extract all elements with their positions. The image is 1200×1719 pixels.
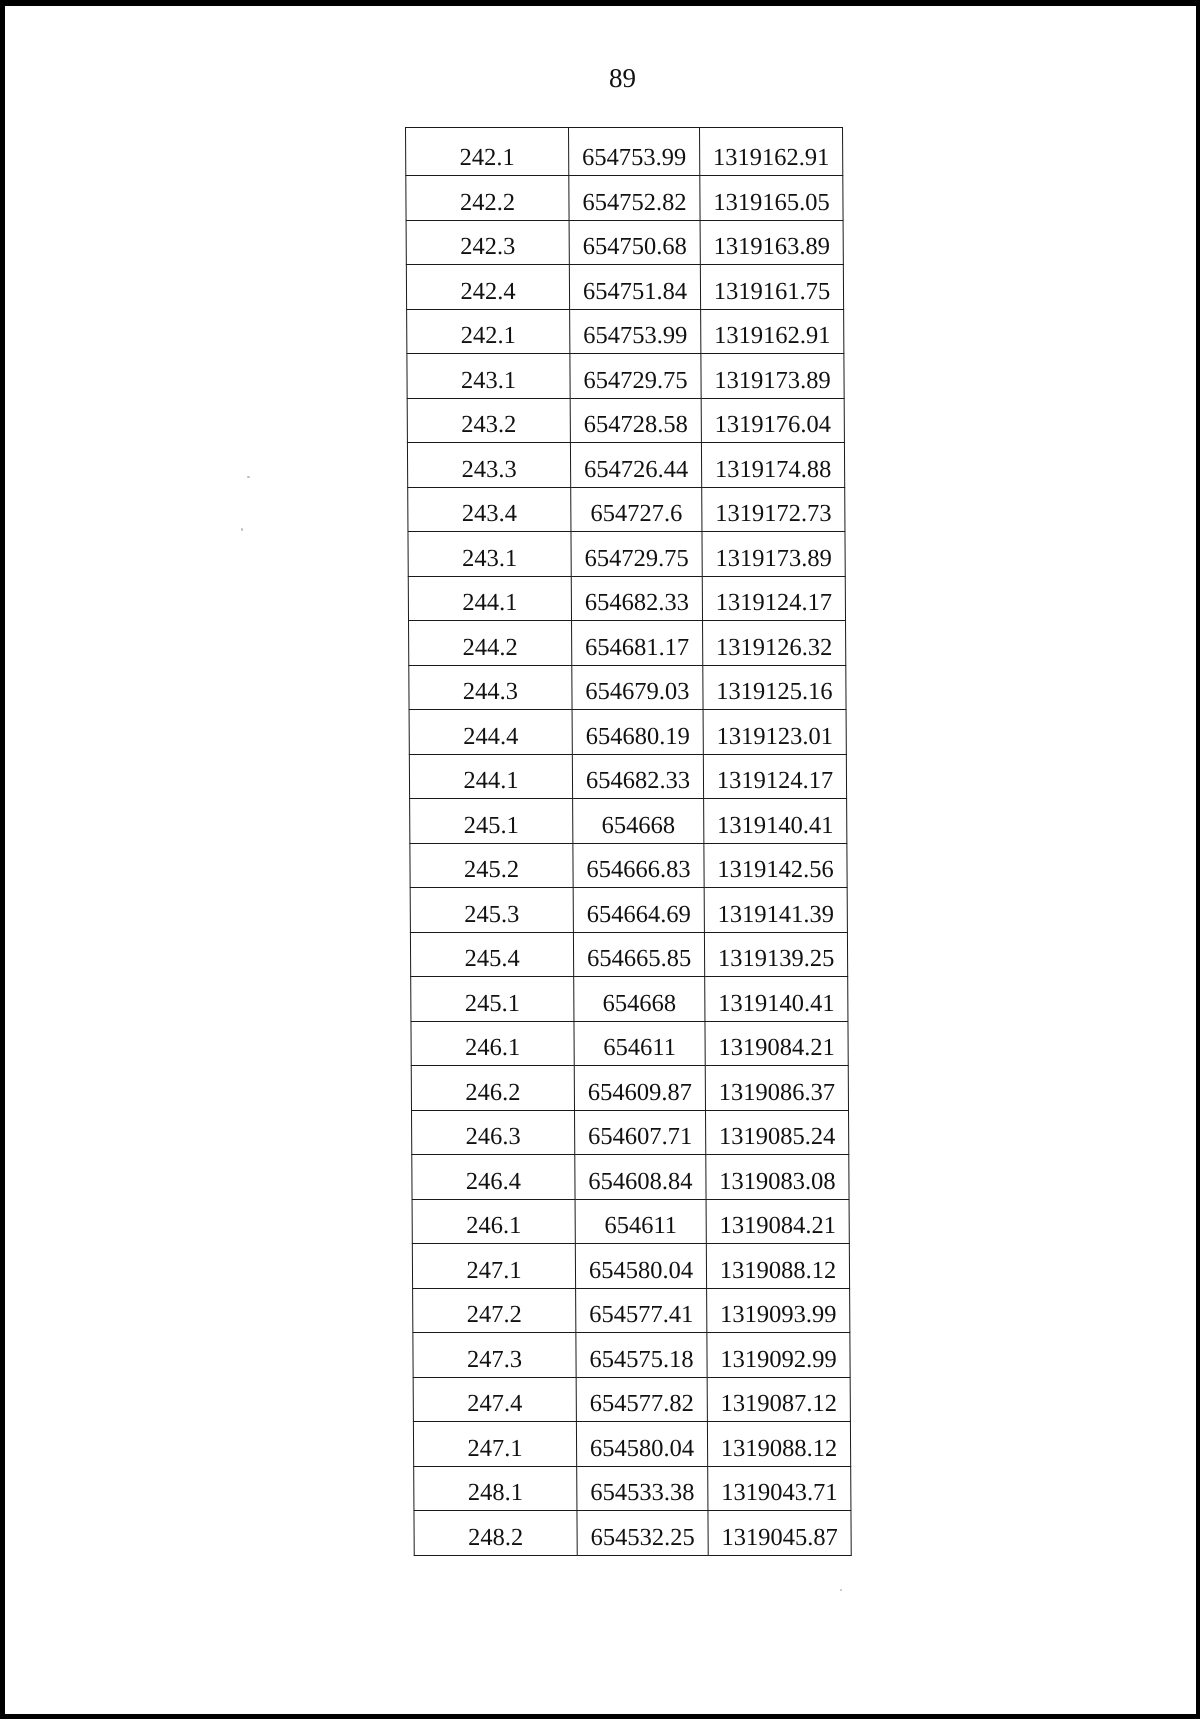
x-coordinate-cell: 654577.41 [576,1288,707,1333]
x-coordinate-cell: 654609.87 [574,1066,705,1111]
x-coordinate-cell: 654665.85 [573,932,704,977]
point-id-cell: 245.2 [410,843,573,888]
point-id-cell: 244.4 [409,710,572,755]
y-coordinate-cell: 1319174.88 [701,443,844,488]
table-row [407,398,844,443]
x-coordinate-cell: 654575.18 [576,1333,707,1378]
table-row [413,1422,850,1467]
point-id-cell: 245.3 [410,888,573,933]
x-coordinate-cell: 654682.33 [572,754,703,799]
point-id-cell: 245.4 [410,932,573,977]
y-coordinate-cell: 1319092.99 [707,1333,850,1378]
point-id-cell: 244.2 [409,621,572,666]
point-id-cell: 247.2 [413,1288,576,1333]
table-row [409,621,846,666]
y-coordinate-cell: 1319123.01 [703,710,846,755]
table-row [407,309,844,354]
point-id-cell: 247.1 [413,1422,576,1467]
y-coordinate-cell: 1319173.89 [701,354,844,399]
y-coordinate-cell: 1319125.16 [703,665,846,710]
table-row [413,1377,850,1422]
table-row [412,1155,849,1200]
page-number: 89 [609,63,636,93]
y-coordinate-cell: 1319088.12 [706,1244,849,1289]
table-row [413,1288,850,1333]
x-coordinate-cell: 654668 [573,799,704,844]
y-coordinate-cell: 1319173.89 [702,532,845,577]
table-row [406,176,843,221]
point-id-cell: 247.1 [412,1244,575,1289]
table-row [410,843,847,888]
x-coordinate-cell: 654611 [574,1021,705,1066]
point-id-cell: 246.2 [411,1066,574,1111]
x-coordinate-cell: 654532.25 [577,1511,708,1556]
y-coordinate-cell: 1319140.41 [705,977,848,1022]
y-coordinate-cell: 1319140.41 [704,799,847,844]
point-id-cell: 246.1 [412,1199,575,1244]
y-coordinate-cell: 1319163.89 [700,220,843,265]
table-row [408,576,845,621]
table-row [412,1244,849,1289]
y-coordinate-cell: 1319142.56 [704,843,847,888]
point-id-cell: 242.3 [406,220,569,265]
table-row [411,977,848,1022]
table-row [412,1199,849,1244]
x-coordinate-cell: 654666.83 [573,843,704,888]
point-id-cell: 244.1 [409,754,572,799]
y-coordinate-cell: 1319172.73 [702,487,845,532]
y-coordinate-cell: 1319085.24 [706,1110,849,1155]
table-row [410,799,847,844]
y-coordinate-cell: 1319161.75 [700,265,843,310]
y-coordinate-cell: 1319083.08 [706,1155,849,1200]
x-coordinate-cell: 654680.19 [572,710,703,755]
point-id-cell: 242.1 [406,128,569,176]
x-coordinate-cell: 654679.03 [572,665,703,710]
point-id-cell: 242.1 [407,309,570,354]
table-row [408,487,845,532]
x-coordinate-cell: 654753.99 [570,309,701,354]
table-row [414,1466,851,1511]
scan-speck [241,528,243,531]
y-coordinate-cell: 1319126.32 [703,621,846,666]
x-coordinate-cell: 654751.84 [569,265,700,310]
y-coordinate-cell: 1319087.12 [707,1377,850,1422]
table-row [410,888,847,933]
point-id-cell: 248.2 [414,1511,577,1556]
scan-speck [840,1589,842,1591]
point-id-cell: 245.1 [410,799,573,844]
x-coordinate-cell: 654728.58 [570,398,701,443]
point-id-cell: 242.4 [406,265,569,310]
point-id-cell: 246.3 [412,1110,575,1155]
table-row [409,754,846,799]
y-coordinate-cell: 1319084.21 [706,1199,849,1244]
x-coordinate-cell: 654577.82 [576,1377,707,1422]
table-row [409,665,846,710]
table-row [414,1511,851,1556]
y-coordinate-cell: 1319093.99 [707,1288,850,1333]
y-coordinate-cell: 1319124.17 [703,754,846,799]
point-id-cell: 248.1 [414,1466,577,1511]
x-coordinate-cell: 654726.44 [570,443,701,488]
coordinate-table [405,127,852,1556]
x-coordinate-cell: 654682.33 [571,576,702,621]
table-row [407,354,844,399]
x-coordinate-cell: 654752.82 [569,176,700,221]
point-id-cell: 246.4 [412,1155,575,1200]
point-id-cell: 247.4 [413,1377,576,1422]
table-row [412,1110,849,1155]
point-id-cell: 242.2 [406,176,569,221]
x-coordinate-cell: 654607.71 [575,1110,706,1155]
coordinate-table-body [406,128,852,1556]
x-coordinate-cell: 654580.04 [576,1422,707,1467]
table-row [407,443,844,488]
x-coordinate-cell: 654580.04 [575,1244,706,1289]
point-id-cell: 243.2 [407,398,570,443]
x-coordinate-cell: 654753.99 [569,128,700,176]
table-row [411,1066,848,1111]
x-coordinate-cell: 654750.68 [569,220,700,265]
point-id-cell: 243.1 [408,532,571,577]
x-coordinate-cell: 654727.6 [571,487,702,532]
y-coordinate-cell: 1319043.71 [708,1466,851,1511]
x-coordinate-cell: 654664.69 [573,888,704,933]
table-row [406,220,843,265]
y-coordinate-cell: 1319086.37 [705,1066,848,1111]
x-coordinate-cell: 654729.75 [570,354,701,399]
y-coordinate-cell: 1319162.91 [700,128,843,176]
x-coordinate-cell: 654729.75 [571,532,702,577]
y-coordinate-cell: 1319162.91 [701,309,844,354]
point-id-cell: 244.1 [408,576,571,621]
y-coordinate-cell: 1319141.39 [704,888,847,933]
y-coordinate-cell: 1319045.87 [708,1511,851,1556]
table-row [410,932,847,977]
y-coordinate-cell: 1319139.25 [704,932,847,977]
point-id-cell: 243.3 [407,443,570,488]
y-coordinate-cell: 1319176.04 [701,398,844,443]
y-coordinate-cell: 1319084.21 [705,1021,848,1066]
point-id-cell: 245.1 [411,977,574,1022]
y-coordinate-cell: 1319165.05 [700,176,843,221]
table-row [413,1333,850,1378]
point-id-cell: 243.4 [408,487,571,532]
y-coordinate-cell: 1319088.12 [707,1422,850,1467]
point-id-cell: 247.3 [413,1333,576,1378]
table-row [406,128,843,176]
point-id-cell: 244.3 [409,665,572,710]
table-row [409,710,846,755]
table-row [411,1021,848,1066]
point-id-cell: 246.1 [411,1021,574,1066]
x-coordinate-cell: 654608.84 [575,1155,706,1200]
x-coordinate-cell: 654611 [575,1199,706,1244]
y-coordinate-cell: 1319124.17 [702,576,845,621]
table-row [406,265,843,310]
scan-speck [247,476,250,478]
x-coordinate-cell: 654533.38 [577,1466,708,1511]
table-row [408,532,845,577]
x-coordinate-cell: 654668 [574,977,705,1022]
point-id-cell: 243.1 [407,354,570,399]
x-coordinate-cell: 654681.17 [572,621,703,666]
